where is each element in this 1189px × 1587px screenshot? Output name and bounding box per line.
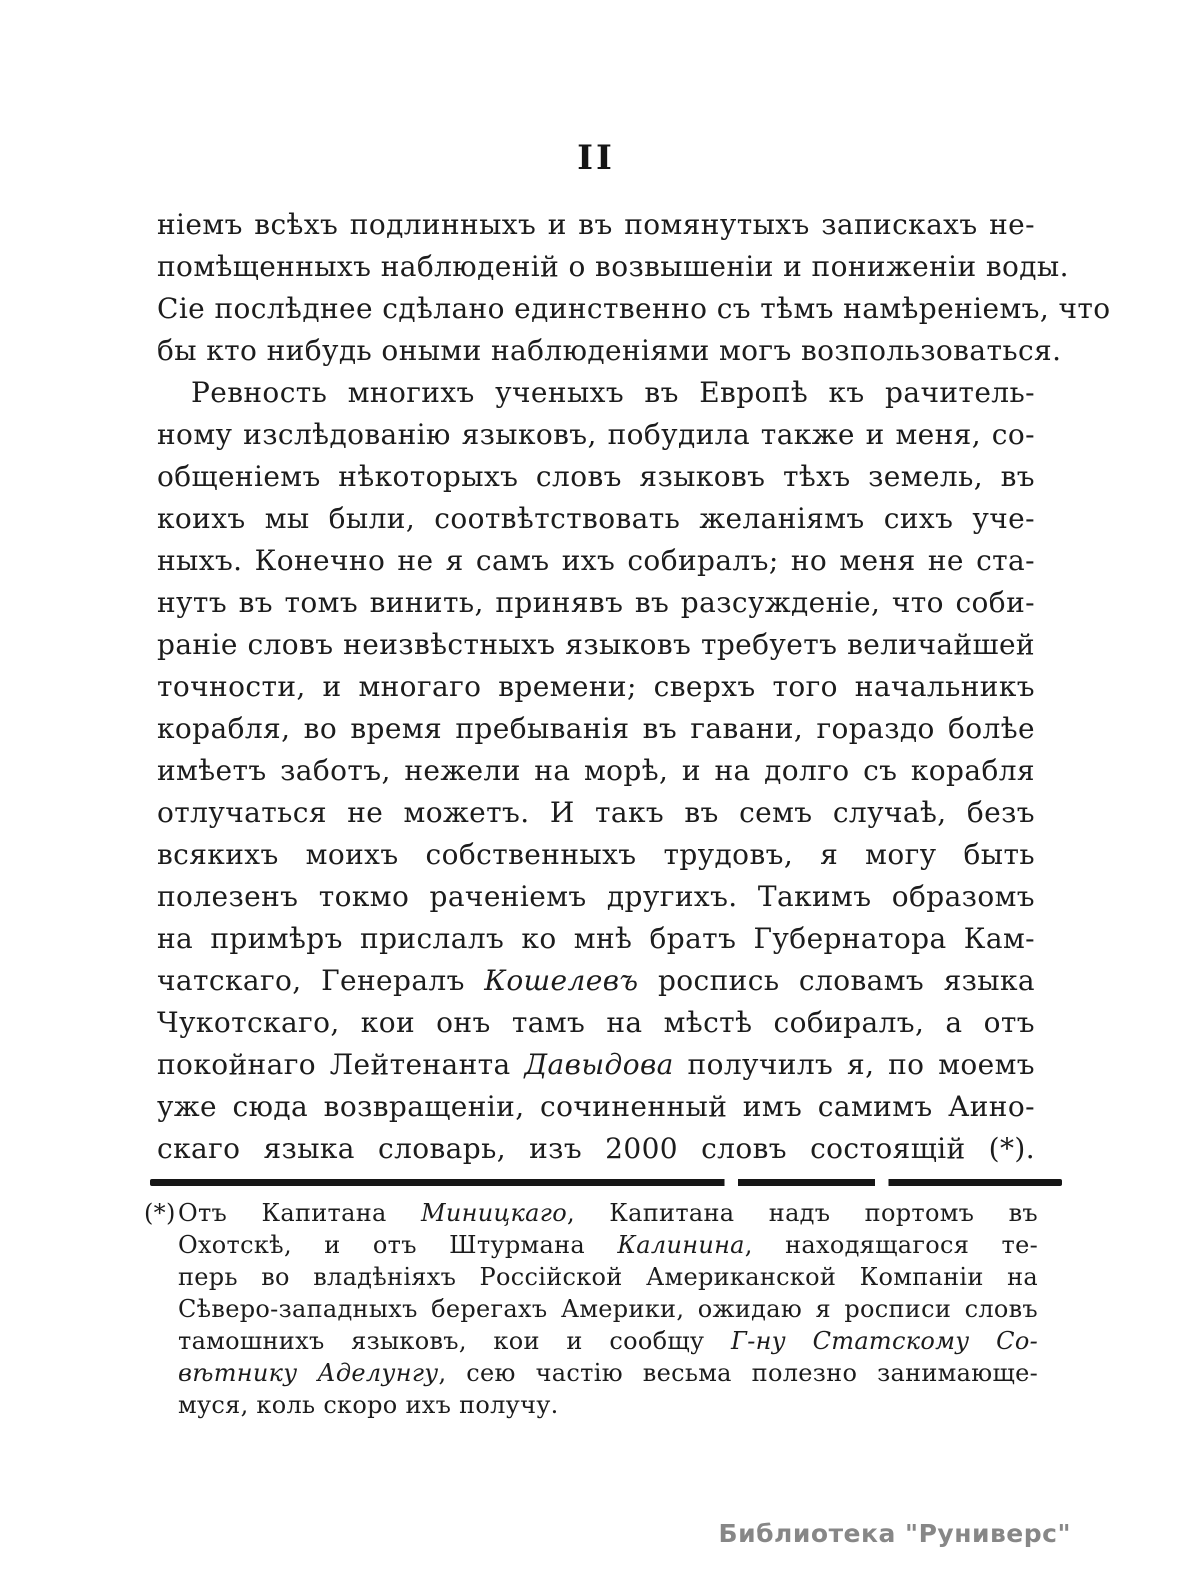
italic-text-segment: Давыдова: [524, 1048, 674, 1081]
text-segment: чатскаго, Генералъ: [157, 964, 485, 997]
text-line: [157, 876, 1035, 918]
text-line: [178, 1197, 1038, 1229]
text-segment: отлучаться не можетъ. И такъ въ семъ случаѣ, безъ: [157, 796, 1035, 829]
italic-text-segment: Кошелевъ: [484, 964, 639, 997]
text-segment: Чукотскаго, кои онъ тамъ на мѣстѣ собиралъ, а отъ: [157, 1006, 1035, 1039]
text-line: [157, 204, 1035, 246]
text-segment: Сіе послѣднее сдѣлано единственно съ тѣмъ намѣреніемъ, что: [157, 292, 1111, 325]
text-line: [157, 1002, 1035, 1044]
italic-text-segment: Миницкаго: [421, 1199, 567, 1227]
text-segment: Охотскѣ, и отъ Штурмана: [178, 1231, 618, 1259]
text-line: [178, 1357, 1038, 1389]
text-line: [157, 918, 1035, 960]
text-segment: корабля, во время пребыванія въ гавани, гораздо болѣе: [157, 712, 1035, 745]
page-number: II: [577, 138, 615, 178]
text-line: [157, 414, 1035, 456]
text-segment: муся, коль скоро ихъ получу.: [178, 1391, 559, 1419]
text-line: [178, 1229, 1038, 1261]
library-watermark: Библиотека "Руниверс": [718, 1519, 1071, 1548]
text-segment: Ревность многихъ ученыхъ въ Европѣ къ рачитель-: [191, 376, 1035, 409]
text-segment: тамошнихъ языковъ, кои и сообщу: [178, 1327, 732, 1355]
text-line: [157, 1128, 1035, 1170]
text-line: [157, 456, 1035, 498]
footnote-block: [144, 1197, 1038, 1421]
text-line: [157, 792, 1035, 834]
text-line: [157, 540, 1035, 582]
text-line: [157, 288, 1111, 330]
text-line: [178, 1261, 1038, 1293]
italic-text-segment: Калинина: [617, 1231, 745, 1259]
text-line: [178, 1293, 1038, 1325]
text-line: [178, 1325, 1038, 1357]
text-segment: , Капитана надъ портомъ въ: [566, 1199, 1038, 1227]
text-line: [157, 330, 1062, 372]
italic-text-segment: Г-ну Статскому Со-: [731, 1327, 1038, 1355]
text-segment: нутъ въ томъ винить, принявъ въ разсужденіе, что соби-: [157, 586, 1035, 619]
text-segment: раніе словъ неизвѣстныхъ языковъ требуетъ величайшей: [157, 628, 1035, 661]
text-segment: получилъ я, по моемъ: [673, 1048, 1035, 1081]
text-line: [157, 666, 1035, 708]
main-text-block: [157, 204, 1111, 1170]
text-line: [157, 708, 1035, 750]
text-line: [178, 1389, 1038, 1421]
footnote-lines: [178, 1197, 1038, 1421]
text-line: [157, 246, 1069, 288]
text-line: [157, 834, 1035, 876]
text-line: [157, 750, 1035, 792]
text-segment: покойнаго Лейтенанта: [157, 1048, 525, 1081]
text-segment: скаго языка словарь, изъ 2000 словъ состоящій (*).: [157, 1132, 1035, 1165]
text-segment: ніемъ всѣхъ подлинныхъ и въ помянутыхъ запискахъ не-: [157, 208, 1035, 241]
text-segment: роспись словамъ языка: [638, 964, 1035, 997]
footnote-marker: (*): [144, 1199, 176, 1227]
text-segment: ному изслѣдованію языковъ, побудила также и меня, со-: [157, 418, 1035, 451]
text-segment: перь во владѣніяхъ Россійской Американской Компаніи на: [178, 1263, 1038, 1291]
text-segment: , находящагося те-: [744, 1231, 1038, 1259]
text-segment: на примѣръ прислалъ ко мнѣ братъ Губернатора Кам-: [157, 922, 1035, 955]
footnote-divider: [150, 1179, 1062, 1186]
text-segment: ныхъ. Конечно не я самъ ихъ собиралъ; но меня не ста-: [157, 544, 1035, 577]
text-line: [157, 960, 1035, 1002]
text-segment: имѣетъ заботъ, нежели на морѣ, и на долго съ корабля: [157, 754, 1035, 787]
text-segment: коихъ мы были, соотвѣтствовать желаніямъ сихъ уче-: [157, 502, 1035, 535]
text-line: [157, 1044, 1035, 1086]
italic-text-segment: вѣтнику Аделунгу: [178, 1359, 439, 1387]
text-line: [157, 624, 1035, 666]
text-segment: Сѣверо-западныхъ берегахъ Америки, ожидаю я росписи словъ: [178, 1295, 1038, 1323]
text-segment: помѣщенныхъ наблюденій о возвышеніи и пониженіи воды.: [157, 250, 1069, 283]
text-segment: Отъ Капитана: [178, 1199, 421, 1227]
text-line: [157, 1086, 1035, 1128]
text-line: [157, 372, 1035, 414]
text-segment: полезенъ токмо раченіемъ другихъ. Такимъ образомъ: [157, 880, 1035, 913]
text-segment: всякихъ моихъ собственныхъ трудовъ, я могу быть: [157, 838, 1035, 871]
text-segment: общеніемъ нѣкоторыхъ словъ языковъ тѣхъ земель, въ: [157, 460, 1035, 493]
text-line: [157, 582, 1035, 624]
text-segment: уже сюда возвращеніи, сочиненный имъ самимъ Аино-: [157, 1090, 1035, 1123]
text-segment: точности, и многаго времени; сверхъ того начальникъ: [157, 670, 1035, 703]
text-segment: бы кто нибудь оными наблюденіями могъ возпользоваться.: [157, 334, 1062, 367]
text-segment: , сею частію весьма полезно занимающе-: [438, 1359, 1038, 1387]
text-line: [157, 498, 1035, 540]
